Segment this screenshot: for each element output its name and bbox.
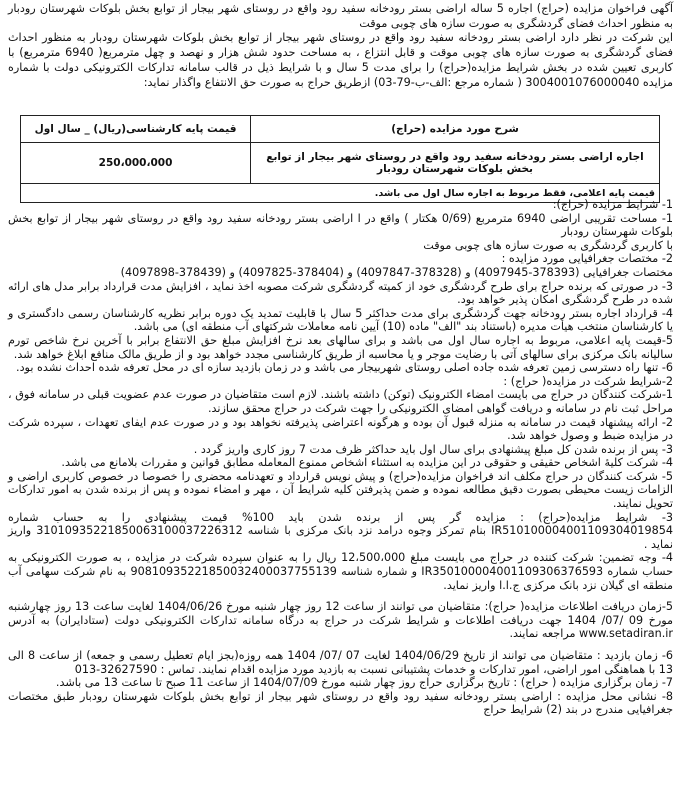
spacer bbox=[8, 592, 673, 600]
participation-eligibility: 4- شرکت کلیهٔ اشخاص حقیقی و حقوقی در این مزایده به استثناء اشخاص ممنوع المعامله مطابق قوانین و مقررات بلامانع می باشد. bbox=[61, 456, 673, 470]
term-base-price: 5-قیمت پایه اعلامی، مربوط به اجاره سال اول می باشد و برای سالهای بعد نرخ افزایش مبلغ حق الانتفاع برابر با آخرین نرخ شاخص تورم سالیانه بانک مرکزی برای سالهای آتی با رضایت موجر و یا محاسبه از طریق کارشناسی مجدد خواهد بود و از طریق مالک منافع ابلاغ خواهد شد. bbox=[8, 333, 673, 361]
table-header-description: شرح مورد مزایده (حراج) bbox=[251, 116, 660, 143]
term-extension: 3- در صورتی که برنده حراج برای طرح گردشگری خود از کمیته گردشگری شرکت مصوبه اخذ نماید ، افزایش مدت قرارداد برابر مدل های ارائه شده در طرح گردشگری امکان پذیر خواهد بود. bbox=[8, 279, 673, 307]
participation-token: 1-شرکت کنندگان در حراج می بایست امضاء الکترونیک (توکن) داشته باشند. لازم است متقاضیان در صورت عدم عضویت قبلی در سامانه فوق ، مراحل ثبت نام در سامانه و دریافت گواهی امضای الکترونیکی را جهت شرکت در حراج محقق سازند. bbox=[8, 388, 673, 415]
table-header-price: قیمت پایه کارشناسی(ریال) _ سال اول bbox=[21, 116, 251, 143]
table-header-row bbox=[21, 116, 660, 143]
section-auction-terms-heading: 1- شرایط مزایده (حراج): bbox=[552, 198, 673, 211]
section-participation-heading: 2-شرایط شرکت در مزایده( حراج) : bbox=[503, 374, 673, 388]
spacer bbox=[8, 641, 673, 649]
info-receipt-time: 5-زمان دریافت اطلاعات مزایده( حراج): متقاضیان می توانند از ساعت 12 روز چهار شنبه مورخ 1404/06/26 لغایت ساعت 13 روز چهارشنبه مورخ 09 /07/ 1404 جهت دریافت اطلاعات و شرایط شرکت در حراج به درگاه سامانه تدارکات الکترونیکی دولت (ستادایران) به آدرس www.setadiran.ir مراجعه نمایند. bbox=[8, 600, 674, 641]
notice-title: آگهی فراخوان مزایده (حراج) اجاره 5 ساله اراضی بستر رودخانه سفید رود واقع در روستای شهر بیجار از توابع بخش بلوکات شهرستان رودبار به منظور احداث فضای گردشگری به صورت سازه های چوبی موقت bbox=[8, 2, 674, 30]
term-coordinates-heading: 2- مختصات جغرافیایی مورد مزایده : bbox=[501, 252, 673, 266]
participation-bid: 2- ارائه پیشنهاد قیمت در سامانه به منزله قبول آن بوده و هرگونه اعتراضی پذیرفته نخواهد بود و در صورت عدم ایفای تعهدات ، سپرده شرکت در مزایده ضبط و وصول خواهد شد. bbox=[8, 415, 673, 443]
term-usage: با کاربری گردشگری به صورت سازه های چوبی موقت bbox=[423, 238, 673, 252]
term-duration: 4- قرارداد اجاره بستر رودخانه جهت گردشگری برای مدت حداکثر 5 سال با قابلیت تمدید یک دوره برابر نظریه کارشناسان رسمی دادگستری و یا کارشناسان منتخب هیأت مدیره (باستناد بند "الف" ماده (10) آیین نامه معاملات شرکتهای آب منطقه ای) می باشد. bbox=[8, 306, 673, 334]
auction-location: 8- نشانی محل مزایده : اراضی بستر رودخانه سفید رود واقع در روستای شهر بیجار از توابع بخش بلوکات شهرستان رودبار طبق مختصات جغرافیایی مندرج در بند (2) شرایط حراج bbox=[8, 689, 673, 717]
participation-contract: 5- شرکت کنندگان در حراج مکلف اند فراخوان مزایده(حراج) و پیش نویس قرارداد و تعهدنامه محضری را خصوصا در خصوص کاربری اراضی و الزامات زیست محیطی بصورت دقیق مطالعه نموده و ضمن پذیرفتن کلیه شرایط آن ، مهر و امضاء نموده و پس از برنده شدن به امور تدارکات تحویل نمایند. bbox=[8, 469, 673, 511]
table-note: قیمت پایه اعلامی، فقط مربوط به اجاره سال اول می باشد. bbox=[21, 184, 660, 203]
term-area: 1- مساحت تقریبی اراضی 6940 مترمربع (0/69 هکتار ) واقع در ا اراضی بستر رودخانه سفید رود واقع در روستای شهر بیجار از توابع بخش بلوکات شهرستان رودبار bbox=[8, 211, 673, 239]
table-cell-price: 250،000،000 bbox=[21, 143, 251, 184]
notice-description: این شرکت در نظر دارد اراضی بستر رودخانه سفید رود واقع در روستای شهر بیجار از توابع بخش بلوکات شهرستان رودبار به منظور احداث فضای گردشگری به صورت سازه های چوبی موقت و قابل انتزاع ، به مساحت حدود شش هزار و نهصد و چهل مترمربع( 6940 مترمربع) با کاربری تعیین شده در بخش شرایط مزایده(حراج) را برای مدت 5 سال و با شرایط ذیل در قالب سامانه تدارکات الکترونیکی دولت با شماره مزایده 3004001076000040 ( شماره مرجع :الف-ب-79-03) ازطریق حراج به صورت حق الانتفاع واگذار نماید: bbox=[8, 31, 674, 89]
auction-date: 7- زمان برگزاری مزایده ( حراج) : تاریخ برگزاری حراج روز چهار شنبه مورخ 1404/07/09 از ساعت 11 صبح تا ساعت 13 می باشد. bbox=[55, 676, 673, 690]
auction-payment-terms: 3- شرایط مزایده(حراج) : مزایده گر پس از برنده شدن باید 100% قیمت پیشنهادی را به حساب شماره IR510100004001109304019854 بنام تمرکز وجوه درامد نزد بانک مرکزی با شناسه 310109352218500631000372263‌12 واریز نماید . bbox=[8, 510, 673, 551]
table-cell-description: اجاره اراضی بستر رودخانه سفید رود واقع در روستای شهر بیجار از توابع بخش بلوکات شهرستان رودبار bbox=[251, 143, 660, 184]
tender-table bbox=[20, 115, 660, 203]
guarantee-deposit: 4- وجه تضمین: شرکت کننده در حراج می بایست مبلغ 12،500،000 ریال را به عنوان سپرده شرکت در مزایده ، به صورت الکترونیکی به حساب شماره IR350100004001109306376593 و شماره شناسه 908109352218500324000377551‌39 به نام شرکت سهامی آب منطقه ای گیلان نزد بانک مرکزی ج.ا.ا واریز نماید. bbox=[8, 551, 673, 592]
visit-time: 6- زمان بازدید : متقاضیان می توانند از تاریخ 1404/06/29 لغایت 07 /07/ 1404 همه روزه(بجز ایام تعطیل رسمی و جمعه) از ساعت 8 الی 13 با هماهنگی امور اراضی، امور تدارکات و خدمات پشتیبانی نسبت به بازدید مورد مزایده اقدام نمایند. تماس : 32627590-013 bbox=[8, 649, 673, 676]
term-coordinates: مختصات جغرافیایی (378393-4097945) و (378328-4097847) و (378404-4097825) و (378439-4097898) bbox=[120, 265, 673, 279]
table-row bbox=[21, 143, 660, 184]
notice-body bbox=[8, 198, 673, 717]
participation-payment: 3- پس از برنده شدن کل مبلغ پیشنهادی برای سال اول باید حداکثر ظرف مدت 7 روز کاری واریز گردد . bbox=[193, 442, 673, 456]
notice-intro bbox=[8, 2, 673, 90]
term-access: 6- تنها راه دسترسی زمین تعرفه شده جاده اصلی روستای شهربیجار می باشد و در زمان بازدید سازه ای در محل تعرفه شده احداث نشده بود. bbox=[16, 361, 673, 375]
